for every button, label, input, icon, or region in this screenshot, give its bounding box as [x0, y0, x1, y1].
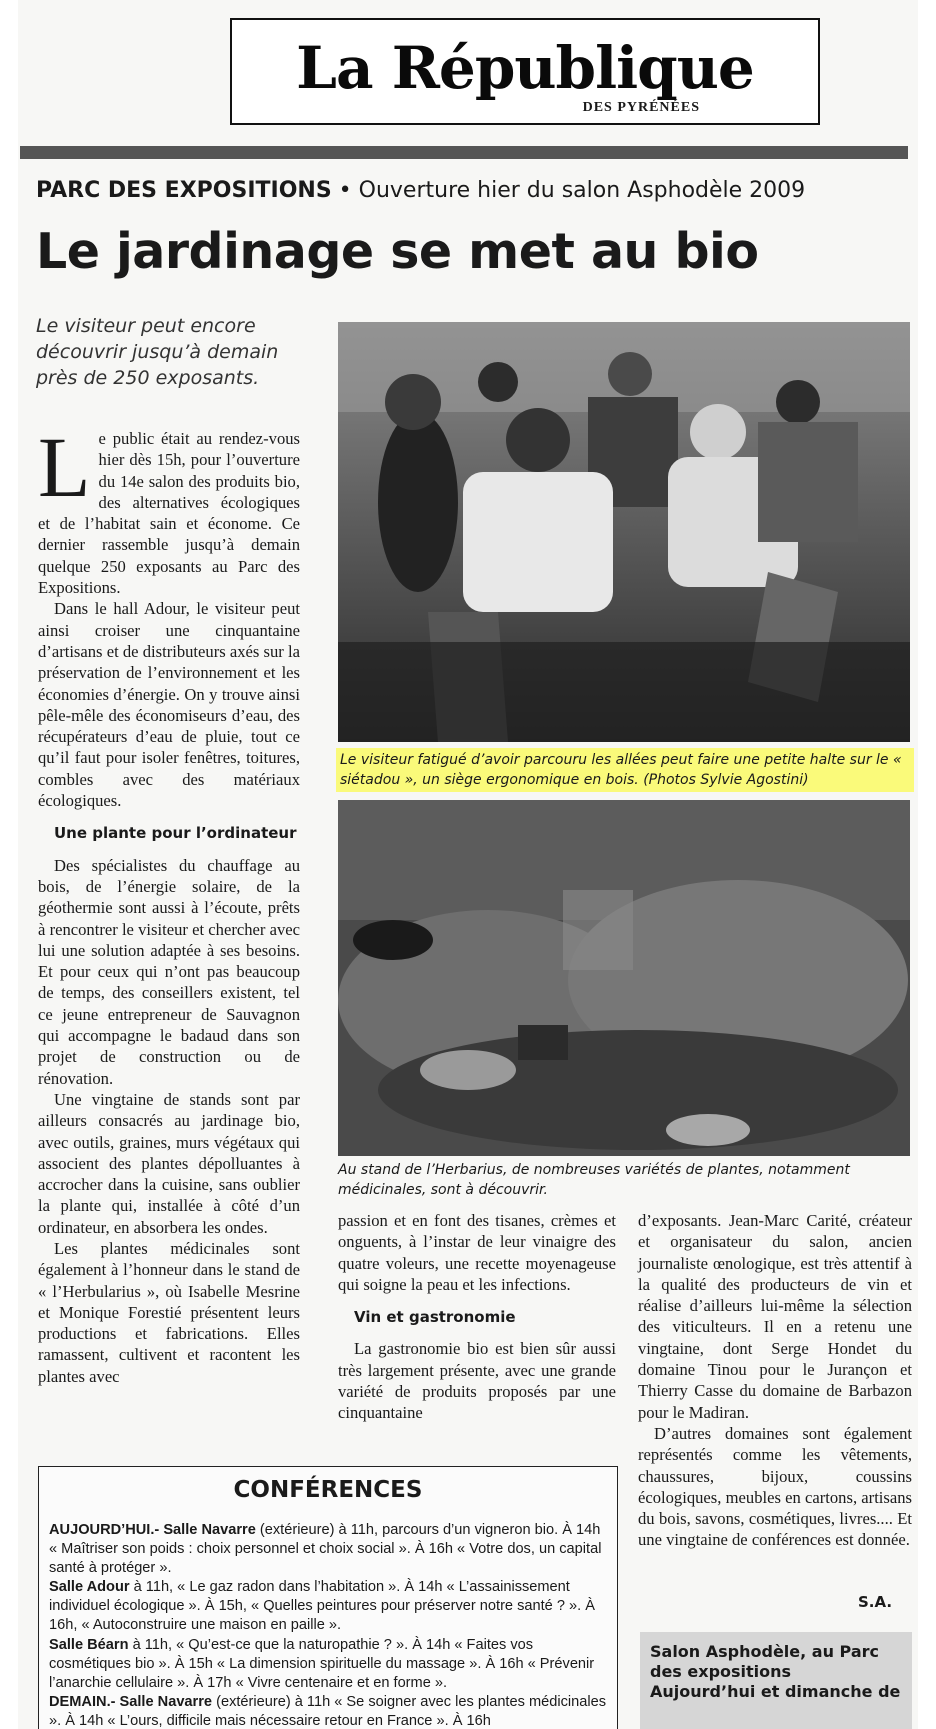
column-1 [38, 419, 300, 1387]
caption-photo-2: Au stand de l’Herbarius, de nombreuses variétés de plantes, notamment médicinales, sont à découvrir. [338, 1162, 850, 1198]
event-info-line: Aujourd’hui et dimanche de [650, 1682, 901, 1701]
masthead-subtitle: DES PYRÉNÉES [582, 100, 700, 115]
conference-entry: DEMAIN.- Salle Navarre (extérieure) à 11h « Se soigner avec les plantes médicinales ». À 14h « L’ours, difficile mais nécessaire retour en France ». À 16h [49, 1693, 607, 1729]
paragraph: D’autres domaines sont également représentés comme les vêtements, chaussures, bijoux, coussins écologiques, meubles en cartons, artisans du bois, savons, cosmétiques, livres.... Et une vingtaine de conférences est donnée. [638, 1423, 912, 1550]
paragraph: Dans le hall Adour, le visiteur peut ainsi croiser une cinquantaine d’artisans et de distributeurs axés sur la préservation de l’environnement et les économies d’énergie. On y trouve ainsi pêle-mêle des économiseurs d’eau, des récupérateurs d’eau de pluie, tout ce qu’il faut pour isoler fenêtres, toitures, combles avec des matériaux écologiques. [38, 599, 300, 811]
masthead [230, 18, 820, 125]
kicker-text: Ouverture hier du salon Asphodèle 2009 [358, 178, 806, 203]
conference-entry: Salle Béarn à 11h, « Qu’est-ce que la naturopathie ? ». À 14h « Faites vos cosmétiques bio ». À 15h « La dimension spirituelle du massage ». À 16h « Prévenir l’anarchie cellulaire ». À 17h « Vivre centenaire et en forme ». [49, 1636, 595, 1691]
column-3 [638, 1210, 912, 1551]
event-info-box [640, 1632, 912, 1729]
paragraph: Le public était au rendez-vous hier dès 15h, pour l’ouverture du 14e salon des produits bio, des alternatives écologiques et de l’habitat sain et économe. Ce dernier rassemble jusqu’à demain quelque 250 exposants au Parc des Expositions. [38, 419, 300, 598]
headline: Le jardinage se met au bio [36, 223, 759, 280]
event-info-line: Salon Asphodèle, au Parc des expositions [650, 1642, 880, 1681]
author-signature: S.A. [858, 1593, 893, 1611]
kicker [36, 178, 916, 203]
masthead-title: La République [296, 34, 754, 102]
photo-sietadou-image [338, 322, 910, 742]
photo-herbarius [338, 800, 910, 1156]
header-rule [20, 146, 908, 159]
deck: Le visiteur peut encore découvrir jusqu’à demain près de 250 exposants. [36, 315, 279, 389]
column-2 [338, 1210, 616, 1424]
drop-cap: L [38, 419, 91, 515]
conferences-list [49, 1521, 607, 1729]
paragraph: d’exposants. Jean-Marc Carité, créateur et organisateur du salon, ancien journaliste œnologique, est très attentif à la qualité des producteurs de vin et réalise d’ailleurs lui-même la sélection des viticulteurs. Il en a retenu une vingtaine, dont Serge Hondet du domaine Tinou pour le Jurançon et Thierry Casse du domaine de Barbazon pour le Madiran. [638, 1211, 912, 1422]
paragraph: Une vingtaine de stands sont par ailleurs consacrés au jardinage bio, avec outils, graines, murs végétaux qui associent des plantes dépolluantes à accrocher dans la cuisine, sans oublier la plante qui, installée à côté d’un ordinateur, en absorbera les ondes. [38, 1089, 300, 1237]
caption-photo-1: Le visiteur fatigué d’avoir parcouru les allées peut faire une petite halte sur le « siétadou », un siège ergonomique en bois. (Photos Sylvie Agostini) [336, 748, 914, 792]
conferences-title: CONFÉRENCES [233, 1477, 423, 1503]
paragraph: Les plantes médicinales sont également à l’honneur dans le stand de « l’Herbularius », où Isabelle Mesrine et Monique Forestié présentent leurs productions et fabrications. Elles ramassent, cultivent et racontent les plantes avec [38, 1238, 300, 1386]
photo-herbarius-image [338, 800, 910, 1156]
paragraph: La gastronomie bio est bien sûr aussi très largement présente, avec une grande variété de produits proposés par une cinquantaine [338, 1339, 616, 1423]
kicker-separator: • [338, 178, 352, 203]
conference-entry: AUJOURD’HUI.- Salle Navarre (extérieure) à 11h, parcours d’un vigneron bio. À 14h « Maîtriser son poids : choix personnel et choix social ». À 16h « Votre dos, un capital santé à protéger ». [49, 1522, 602, 1577]
conference-entry: Salle Adour à 11h, « Le gaz radon dans l’habitation ». À 14h « L’assainissement individuel écologique ». À 15h, « Quelles peintures pour préserver notre santé ? ». À 16h, « Autoconstruire une maison en paille ». [49, 1579, 595, 1634]
conferences-box [38, 1466, 618, 1729]
subhead-vin: Vin et gastronomie [354, 1308, 516, 1327]
section-label: PARC DES EXPOSITIONS [36, 178, 332, 203]
photo-sietadou [338, 322, 910, 742]
subhead-plante: Une plante pour l’ordinateur [54, 824, 297, 843]
paragraph: Des spécialistes du chauffage au bois, de l’énergie solaire, de la géothermie sont aussi à l’écoute, prêts à rencontrer le visiteur et chercher avec lui une solution adaptée à ses besoins. Et pour ceux qui n’ont pas beaucoup de temps, des conseillers existent, tel ce jeune entrepreneur de Sauvagnon qui accompagne le badaud dans son projet de construction ou de rénovation. [38, 855, 300, 1088]
paragraph: passion et en font des tisanes, crèmes et onguents, à l’instar de leur vinaigre des quatre voleurs, une recette moyenageuse qui soigne la peau et les infections. [338, 1211, 616, 1294]
